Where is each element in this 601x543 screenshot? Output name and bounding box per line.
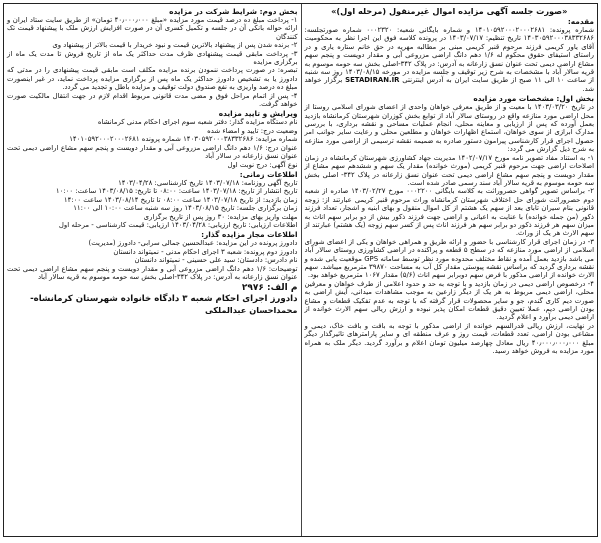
edit-line-4: عنوان درج: ۱/۶ دهم دانگ اراضی مزروعی آبی و مقدار دویست و پنجم سهم مشاع اراضی دیمی تحت عنوان نسق زارعانه در سالار آباد xyxy=(7,143,298,161)
specs-heading: بخش اول: مشخصات مورد مزایده xyxy=(473,94,594,104)
intro-url: SETADIRAN.IR xyxy=(345,76,400,85)
condition-4: ۴- پس از اتمام مراحل فوق و مضی مدت قانونی مربوط اقدام لازم در جهت انتقال مالکیت صورت خواهد گرفت. xyxy=(7,91,298,109)
spec-item-2: ۲- براساس تصویر گواهی حصروراثت به کلاسه بایگانی ۰۰۰۲۲۰۰ مورخ ۱۴۰۳/۰۲/۲۷ صادره از شعبه دوم حصروراثت شورای حل اختلاف شهرستان کرمانشاه وراث مرحوم قنبر کریمی عبارتند از: زوجه قانونی بنام سیران تابای بعد از سهم یک هشتم از کل اموال منقول و بهای ابنیه و اشجار، تعداد فرزند ذکور (من جمله خوانده) با عنایت به اعیانی و اراضی جهت فرزند ذکور بیش از دو برابر سهم اناث به میزان سهم هر فرزند ذکور دو برابر سهم هر فرزند اناث پس از کسر سهم زوجه (یک هشتم) عبارتند از سهم الارث هر یک از وراث. xyxy=(304,187,594,238)
info-line-5: مهلت واریز بهای مزایده: ۳۰ روز پس از تاریخ برگزاری xyxy=(143,212,298,221)
specs-paragraph: در تاریخ ۱۴۰۳/۰۳/۲۰ با معیت و از طریق معرفی خواهان واحدی از اعضای شورای اسلامی روستا از محل اراضی مورد منازعه واقع در روستای سالار آباد از توابع بخش کوزران شهرستان کرمانشاه بازدید بعمل آورده که پس از ارزیابی و معاینه محلی، انجام عملیات مساحی و نقشه برداری، با بررسی مدارک ابرازی از سوی خواهان، استماع اظهارات خواهان و مطلعین محلی و رعایت سایر جوانب امر حصول اجرای قرار کارشناسی پیرامون دستور صادره به ضمیمه نقشه ترسیمی از اراضی مورد منازعه به شرح ذیل گزارش می گردد: xyxy=(304,103,594,154)
intro-heading: مقدمه: xyxy=(567,17,594,26)
info-line-2: تاریخ انتشار از تاریخ: ۱۴۰۳/۰۷/۱۸ ساعت: ۰۸:۰۰ تا تاریخ: ۱۴۰۳/۰۸/۱۵ ساعت: ۱۰:۰۰ xyxy=(55,187,298,196)
participant-line-3: نام دادرس: دادستان: سید علی حسینی - نمیتواند دانستان xyxy=(134,256,298,265)
issuing-department: دادورز اجرای احکام شعبه ۳ دادگاه خانواده شهرستان کرمانشاه- xyxy=(30,294,298,305)
condition-1: ۱- پرداخت مبلغ ده درصد قیمت مورد مزایده «مبلغ ۴۰٫۰۰۰٫۰۰۰ تومان» از طریق سایت ستاد ایران و ارائه حواله بانکی آن در جلسه و تکمیل کسری آن در صورت افزایش ارزش ملک با پیشنهاد قیمت تک کنندگان xyxy=(7,16,298,41)
notice-title: «صورت جلسه آگهی مزایده اموال غیرمنقول (مرحله اول)» xyxy=(331,6,568,16)
intro-paragraph xyxy=(305,26,595,93)
auction-notice-page xyxy=(3,3,598,537)
info-line-3: زمان بازدید: از تاریخ ۱۴۰۳/۰۷/۱۸ ساعت ۰۸:۰۰ تا تاریخ ۱۴۰۳/۰۸/۱۴ ساعت ۱۴:۰۰ xyxy=(63,195,298,204)
conditions-heading: بخش دوم: شرایط شرکت در مزایده xyxy=(169,7,298,16)
condition-3: ۳- پرداخت مابقی قیمت پیشنهادی ظرف مدت حداکثر یک ماه از تاریخ فروش تا مدت یک ماه از برگزاری مزایده xyxy=(7,49,298,67)
spec-item-3: ۳- در زمان اجرای قرار کارشناسی با حضور و ارائه طریق و همراهی خواهان و یکی از اعضای شورای اسلامی از اراضی مورد منازعه که در سطح ۵ قطعه و پراکنده در اراضی کشاورزی روستای سالار آباد می باشد بازدید بعمل آمده و نقاط مختلف محدوده مورد نظر توسط سامانه GPS موقعیت یابی شده و نقشه برداری گردید که براساس نقشه پیوستی مقدار کل آب به مساحت ۳۹۸۷۰ مترمربع میباشد. سهم الارث خوانده از اراضی مذکور با فرض سهم دوبرابر سهم اناث (۵/۶) مقدار ۱۰۶۷ مترمربع خواهد بود. xyxy=(304,237,594,280)
info-line-4: زمان برگزاری جلسه: تاریخ ۱۴۰۳/۰۸/۱۵ روز سه شنبه ساعت ۱۰:۰۰ الی ۱۱:۰۰ xyxy=(73,204,298,213)
spec-item-4: ۴- درخصوص اراضی دیمی در زمان بازدید و با توجه به حد و حدود اعلامی از طرف خواهان و معرفین محلی، اراضی دیمی مربوط به هر یک از دیگر زارعین به موجب مشاهدات میدانی، آیش اراضی به صورت دیم کاری گندم، جو و سایر محصولات قرار گرفته که با توجه به عدم تفکیک قطعات و مشاع بودن اراضی دیم، عملا تعیین دقیق قطعات امکان پذیر نبوده و ارزش ریالی سهم الارث خوانده از اراضی دیمی برآورد و اعلام گردید. xyxy=(304,279,594,322)
info-heading: اطلاعات زمانی: xyxy=(239,169,298,179)
participant-line-1: دادورز پرونده در این مزایده: عبدالحسین جمالی سرابی- دادورز (مدیریت) xyxy=(88,239,298,248)
info-line-1: تاریخ آگهی روزنامه: ۱۴۰۳/۰۷/۱۸ تاریخ کارشناسی: ۱۴۰۳/۰۴/۲۸ xyxy=(118,178,298,187)
serial-number: م الف: ۲۹۷۶ xyxy=(241,283,298,294)
right-column xyxy=(301,4,598,536)
intro-tail: برگزار خواهد شد. xyxy=(304,76,594,93)
officer-name: محمداحسان عبدالملکی xyxy=(204,305,298,316)
edit-line-5: نوع آگهی: درج نوبت اول xyxy=(227,160,298,169)
edit-line-3: شماره مزایده: ۱۴۰۳۰۵۹۲۰۰۰۳۸۳۳۲۶۸۶ شماره پرونده ۱۴۰۱۰۵۹۲۰۰۰۲۰۰۰۲۶۸۱ xyxy=(69,135,298,144)
spec-item-5: در نهایت، ارزش ریالی قدرالسهم خوانده از اراضی مذکور با توجه به بافت و بافت خاک، دیمی و مشاعی بودن اراضی، تعدد قطعات، قیمت روز و عرف منطقه ای و سایر پارامترهای تاثیرگذار دیگر مبلغ ۴۰٫۰۰۰٫۰۰۰٫۰۰۰ ریال معادل چهارصد میلیون تومان اعلام و برآورد گردید. دیگر ملک به همراه مورد مزایده به فروش خواهد رسید. xyxy=(304,321,594,356)
spec-item-1: ۱- به استناد مفاد تصویر نامه مورخ ۱۴۰۲/۰۷/۱۷ مدیریت جهاد کشاورزی شهرستان کرمانشاه در زمان اصلاحات اراضی جهت مرحوم قنبر کریمی (مورث خوانده) مقدار یک سهم و ششدهم سهم مشاع از مقدار دویست و پنجم سهم مشاع اراضی دیمی تحت عنوان نسق زارعانه در پلاک ۳۴۲- اصلی بخش سه حومه موسوم به قریه سالار آباد سند رسمی صادر شده است. xyxy=(304,153,594,187)
edit-line-2: وضعیت درج: تایید و امضاء شده xyxy=(207,126,298,135)
info-line-6: اطلاعات ارزیابی: تاریخ ارزیابی: ۱۴۰۳/۰۴/۲۸ ارزیابی: قیمت کارشناسی - مرحله اول xyxy=(58,220,298,229)
left-column xyxy=(4,4,301,536)
participant-line-2: دادورز دوم پرونده: شعبه ۳ اجرای احکام مدنی - نمیتواند دانستان xyxy=(113,247,298,256)
participants-heading: اطلاعات مجاز مزایده گذار: xyxy=(201,230,298,240)
edit-line-1: نام دستگاه مزایده گذار: دفتر شعبه سوم اجرای احکام مدنی کرمانشاه xyxy=(97,118,298,127)
participant-line-4: توضیحات: ۱/۶ دهم دانگ اراضی مزروعی آبی و مقدار دویست و پنجم سهم مشاع اراضی دیمی تحت عنوان نسق زارعانه به آدرس: در پلاک ۳۴۲-اصلی بخش سه حومه موسوم به قریه سالار آباد xyxy=(7,264,298,281)
condition-note: تبصره: در صورت پرداخت ننمودن برنده مزایده مکلف است مابقی قیمت پیشنهادی را در مدتی که دادورز یا به تشخیص دادورز حداکثر یک ماه پس از برگزاری مزایده پرداخت نماید، در غیر اینصورت مبلغ ده درصد واریزی به نفع صندوق دولت توقیف و مزایده باطل و تجدید می گردد. xyxy=(7,66,298,92)
intro-text: شماره پرونده: ۱۴۰۱۰۵۹۲۰۰۰۲۰۰۰۲۶۸۱ و شماره بایگانی شعبه: ۰۰۰۲۳۲۰ شماره صورتجلسه: ۱۴۰۳۰۵۹۲۰۰۰۳۸۳۳۲۶۸۶ تاریخ تنظیم: ۱۴۰۳/۰۷/۱۷ در پرونده کلاسه فوق این اجرا نظر به محکومیت آقای یاور کریمی فرزند مرحوم قنبر کریمی مبنی بر مطالبه مهریه در حق خانم ستاره یاری و در راستای استیفای حقوق محکوم له ۱/۶ دهم دانگ اراضی مزروعی آبی و مقدار دویست و پنجم سهم مشاع اراضی دیمی تحت عنوان نسق زارعانه به آدرس: در پلاک ۳۴۲-اصلی بخش سه حومه موسوم به قریه سالار آباد با مشخصات به شرح زیر توقیف و جلسه مزایده در مورخه ۱۴۰۳/۰۸/۱۵ روز سه شنبه از ساعت ۱۰ الی ۱۱ صبح از طریق سایت ایران به آدرس اینترنتی xyxy=(304,26,594,85)
condition-2: ۲- برنده شدن پس از پیشنهاد بالاترین قیمت و نبود خریدار با قیمت بالاتر از پیشنهاد وی xyxy=(52,41,298,50)
edit-heading: ویرایش و تایید مزایده xyxy=(218,109,298,119)
